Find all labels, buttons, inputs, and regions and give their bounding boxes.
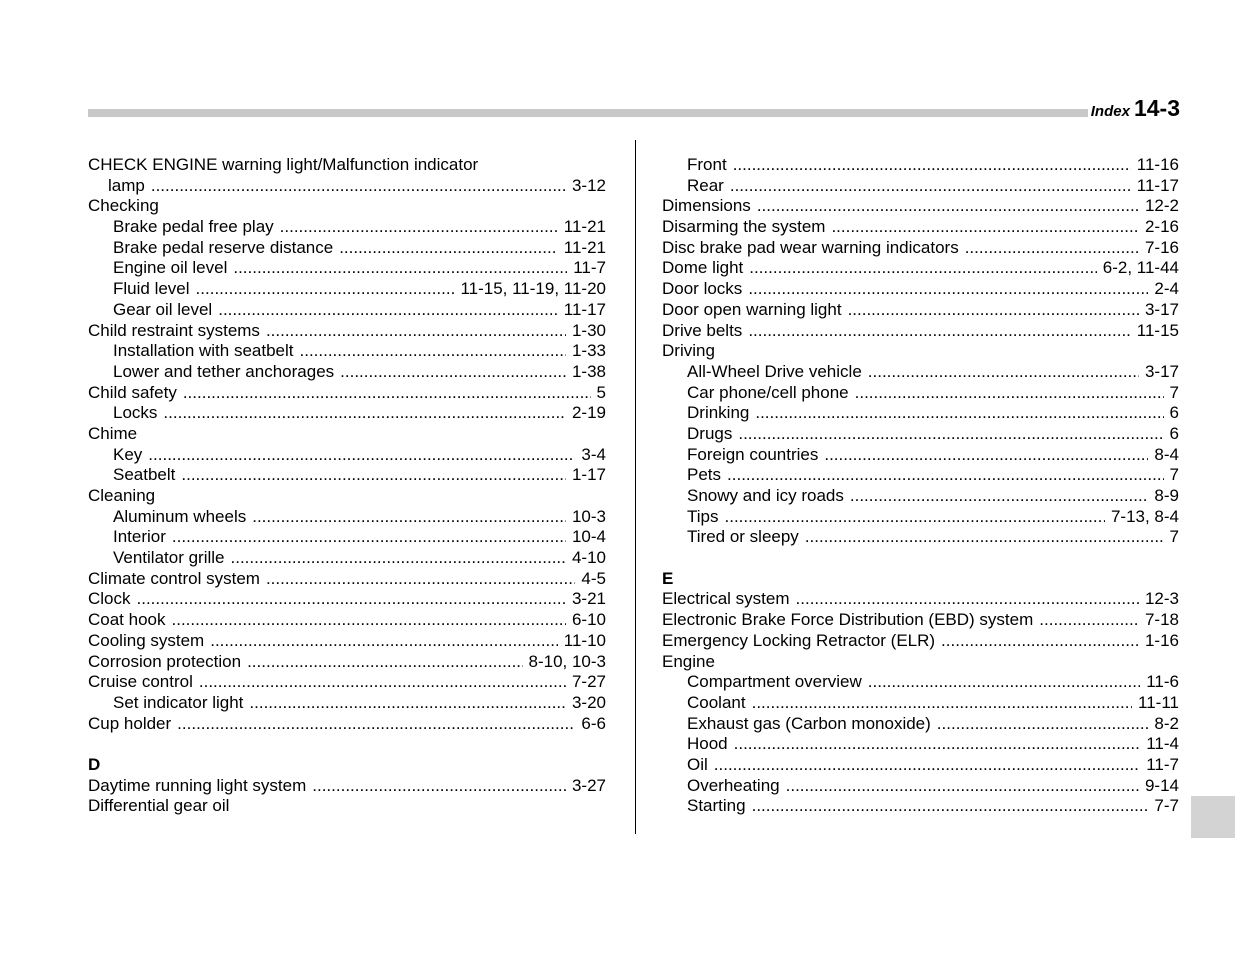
entry-page-ref: 11-7: [573, 258, 606, 278]
entry-page-ref: 11-15: [1136, 320, 1179, 340]
entry-label: Fluid level: [113, 279, 190, 299]
entry-label: Emergency Locking Retractor (ELR): [662, 630, 936, 650]
entry-label: Overheating: [687, 775, 780, 795]
entry-page-ref: 6-2, 11-44: [1102, 258, 1179, 278]
index-subentry: [88, 258, 606, 279]
index-entry: [88, 383, 606, 404]
entry-page-ref: 12-2: [1144, 196, 1179, 216]
index-subentry: [88, 362, 606, 383]
index-entry: [88, 176, 606, 197]
entry-page-ref: 3-21: [571, 589, 606, 609]
entry-label: Oil: [687, 754, 708, 774]
dot-leader: [280, 217, 558, 238]
dot-leader: [266, 321, 566, 342]
dot-leader: [199, 672, 566, 693]
header-rule: [88, 109, 1088, 117]
dot-leader: [1039, 610, 1139, 631]
entry-label: Car phone/cell phone: [687, 382, 849, 402]
index-entry: [662, 217, 1179, 238]
index-subentry: [88, 403, 606, 424]
entry-label: Tired or sleepy: [687, 527, 799, 547]
column-divider: [635, 140, 636, 834]
entry-label: Cooling system: [88, 630, 205, 650]
entry-label: Installation with seatbelt: [113, 341, 294, 361]
index-entry: [88, 796, 606, 817]
section-letter: D: [88, 754, 101, 774]
entry-page-ref: 11-6: [1146, 672, 1179, 692]
dot-leader: [196, 279, 455, 300]
index-entry: [88, 714, 606, 735]
entry-page-ref: 3-12: [571, 175, 606, 195]
index-entry: [88, 321, 606, 342]
entry-label: Dome light: [662, 258, 744, 278]
entry-label: Pets: [687, 465, 722, 485]
index-entry: [662, 341, 1179, 362]
dot-leader: [752, 796, 1149, 817]
index-subentry: [662, 693, 1179, 714]
dot-leader: [937, 714, 1149, 735]
entry-label: Front: [687, 155, 727, 174]
index-subentry: [662, 672, 1179, 693]
dot-leader: [151, 176, 566, 197]
dot-leader: [231, 548, 566, 569]
entry-label: Compartment overview: [687, 672, 862, 692]
entry-page-ref: 8-9: [1154, 486, 1179, 505]
entry-page-ref: 7: [1169, 465, 1179, 485]
index-entry: [662, 321, 1179, 342]
index-subentry: [88, 279, 606, 300]
index-subentry: [88, 238, 606, 259]
entry-label: Disc brake pad wear warning indicators: [662, 237, 959, 257]
dot-leader: [824, 445, 1148, 466]
index-subentry: [662, 465, 1179, 486]
entry-label: Cup holder: [88, 713, 172, 733]
index-subentry: [662, 755, 1179, 776]
index-subentry: [88, 507, 606, 528]
dot-leader: [172, 527, 566, 548]
entry-page-ref: 6-6: [581, 713, 606, 733]
dot-leader: [805, 527, 1164, 548]
entry-label: Drive belts: [662, 320, 743, 340]
index-entry: [88, 569, 606, 590]
entry-page-ref: 3-17: [1144, 299, 1179, 319]
entry-label: Rear: [687, 175, 724, 195]
entry-label: Child safety: [88, 382, 177, 402]
entry-label: Dimensions: [662, 196, 751, 216]
index-entry: [662, 238, 1179, 259]
index-entry: [88, 776, 606, 797]
dot-leader: [300, 341, 566, 362]
index-subentry: [662, 424, 1179, 445]
index-entry: [662, 279, 1179, 300]
dot-leader: [855, 383, 1164, 404]
entry-label: Cleaning: [88, 486, 156, 505]
index-subentry: [662, 403, 1179, 424]
dot-leader: [733, 155, 1131, 176]
entry-label: Drugs: [687, 423, 733, 443]
index-subentry: [88, 445, 606, 466]
index-entry: [662, 258, 1179, 279]
entry-label: Starting: [687, 796, 746, 816]
entry-label: Gear oil level: [113, 299, 213, 319]
index-entry: [88, 155, 606, 176]
entry-page-ref: 1-30: [571, 320, 606, 340]
entry-page-ref: 2-19: [571, 403, 606, 423]
entry-page-ref: 11-17: [1136, 175, 1179, 195]
section-letter: E: [662, 568, 674, 588]
dot-leader: [339, 238, 558, 259]
entry-page-ref: 8-4: [1154, 444, 1179, 464]
index-subentry: [662, 362, 1179, 383]
dot-leader: [730, 176, 1131, 197]
index-subentry: [662, 445, 1179, 466]
index-entry: [88, 652, 606, 673]
dot-leader: [210, 631, 558, 652]
entry-page-ref: 11-21: [563, 217, 606, 237]
entry-page-ref: 3-4: [581, 444, 606, 464]
entry-page-ref: 7-16: [1144, 237, 1179, 257]
entry-label: Foreign countries: [687, 444, 819, 464]
entry-label: Electronic Brake Force Distribution (EBD) system: [662, 610, 1034, 630]
entry-page-ref: 1-38: [571, 361, 606, 381]
dot-leader: [868, 672, 1140, 693]
chapter-tab: [1191, 796, 1235, 838]
entry-page-ref: 7-18: [1144, 610, 1179, 630]
entry-page-ref: 10-4: [571, 527, 606, 547]
index-entry: [662, 196, 1179, 217]
dot-leader: [786, 776, 1139, 797]
dot-leader: [831, 217, 1139, 238]
dot-leader: [218, 300, 558, 321]
dot-leader: [340, 362, 566, 383]
entry-label: All-Wheel Drive vehicle: [687, 361, 862, 381]
dot-leader: [249, 693, 566, 714]
entry-page-ref: 4-5: [581, 568, 606, 588]
dot-leader: [725, 507, 1105, 528]
dot-leader: [148, 445, 575, 466]
dot-leader: [734, 734, 1141, 755]
entry-page-ref: 11-17: [563, 299, 606, 319]
entry-label: Snowy and icy roads: [687, 486, 844, 505]
dot-leader: [757, 196, 1139, 217]
entry-page-ref: 5: [596, 382, 606, 402]
index-subentry: [662, 527, 1179, 548]
dot-leader: [172, 610, 566, 631]
index-column-right: [662, 155, 1179, 817]
entry-page-ref: 11-21: [563, 237, 606, 257]
entry-label: Seatbelt: [113, 465, 176, 485]
entry-page-ref: 8-2: [1154, 713, 1179, 733]
entry-label: Corrosion protection: [88, 651, 242, 671]
entry-label: Interior: [113, 527, 166, 547]
dot-leader: [965, 238, 1139, 259]
dot-leader: [247, 652, 522, 673]
entry-page-ref: 1-33: [571, 341, 606, 361]
section-spacer: [88, 734, 606, 755]
entry-label: Door locks: [662, 279, 743, 299]
index-entry: [88, 196, 606, 217]
entry-page-ref: 11-16: [1136, 155, 1179, 174]
index-subentry: [662, 714, 1179, 735]
index-entry: [662, 610, 1179, 631]
dot-leader: [727, 465, 1164, 486]
entry-page-ref: 11-11: [1138, 692, 1179, 712]
entry-page-ref: 7: [1169, 382, 1179, 402]
entry-label: Door open warning light: [662, 299, 842, 319]
entry-label: Clock: [88, 589, 131, 609]
entry-page-ref: 7-7: [1154, 796, 1179, 816]
dot-leader: [266, 569, 575, 590]
dot-leader: [755, 403, 1163, 424]
index-subentry: [88, 527, 606, 548]
dot-leader: [163, 403, 566, 424]
entry-page-ref: 7: [1169, 527, 1179, 547]
entry-label: Electrical system: [662, 589, 790, 609]
dot-leader: [714, 755, 1140, 776]
index-entry: [88, 589, 606, 610]
dot-leader: [749, 258, 1097, 279]
entry-label: Ventilator grille: [113, 548, 225, 568]
index-subentry: [662, 155, 1179, 176]
dot-leader: [233, 258, 567, 279]
entry-label: Tips: [687, 506, 719, 526]
index-subentry: [662, 383, 1179, 404]
entry-label: Brake pedal reserve distance: [113, 237, 334, 257]
entry-page-ref: 7-27: [571, 672, 606, 692]
index-subentry: [88, 341, 606, 362]
entry-page-ref: 3-17: [1144, 361, 1179, 381]
index-subentry: [88, 300, 606, 321]
entry-page-ref: 1-17: [571, 465, 606, 485]
dot-leader: [748, 279, 1148, 300]
entry-label: Set indicator light: [113, 692, 244, 712]
dot-leader: [941, 631, 1139, 652]
entry-page-ref: 1-16: [1144, 630, 1179, 650]
dot-leader: [252, 507, 566, 528]
entry-page-ref: 11-7: [1146, 754, 1179, 774]
entry-label: Engine: [662, 651, 715, 671]
entry-label: Brake pedal free play: [113, 217, 274, 237]
entry-page-ref: 11-10: [563, 630, 606, 650]
entry-label: Chime: [88, 423, 138, 443]
entry-label: Aluminum wheels: [113, 506, 247, 526]
index-entry: [88, 610, 606, 631]
dot-leader: [752, 693, 1132, 714]
index-subentry: [662, 486, 1179, 507]
entry-label: Key: [113, 444, 143, 464]
entry-page-ref: 11-4: [1146, 734, 1179, 754]
entry-label: Drinking: [687, 403, 750, 423]
index-subentry: [662, 776, 1179, 797]
index-entry: [662, 631, 1179, 652]
dot-leader: [748, 321, 1130, 342]
entry-label: Hood: [687, 734, 728, 754]
entry-label: Coolant: [687, 692, 746, 712]
entry-page-ref: 3-27: [571, 775, 606, 795]
entry-label: Locks: [113, 403, 158, 423]
dot-leader: [183, 383, 591, 404]
entry-page-ref: 7-13, 8-4: [1110, 506, 1179, 526]
page-header: [1091, 95, 1180, 122]
entry-page-ref: 2-16: [1144, 217, 1179, 237]
index-entry: [88, 424, 606, 445]
entry-label: Coat hook: [88, 610, 166, 630]
dot-leader: [312, 776, 566, 797]
entry-label: Child restraint systems: [88, 320, 260, 340]
entry-page-ref: 6: [1169, 423, 1179, 443]
entry-page-ref: 3-20: [571, 692, 606, 712]
entry-page-ref: 6-10: [571, 610, 606, 630]
index-subentry: [88, 465, 606, 486]
entry-page-ref: 2-4: [1154, 279, 1179, 299]
index-subentry: [88, 548, 606, 569]
index-entry: [88, 672, 606, 693]
entry-page-ref: 12-3: [1144, 589, 1179, 609]
entry-page-ref: 8-10, 10-3: [528, 651, 606, 671]
dot-leader: [848, 300, 1139, 321]
index-subentry: [88, 217, 606, 238]
index-entry: [662, 652, 1179, 673]
dot-leader: [868, 362, 1139, 383]
entry-label: Differential gear oil: [88, 796, 230, 816]
section-spacer: [662, 548, 1179, 569]
entry-label: lamp: [108, 175, 145, 195]
dot-leader: [137, 589, 566, 610]
entry-page-ref: 11-15, 11-19, 11-20: [460, 279, 606, 299]
dot-leader: [177, 714, 575, 735]
entry-label: Daytime running light system: [88, 775, 307, 795]
entry-label: Engine oil level: [113, 258, 228, 278]
entry-page-ref: 4-10: [571, 548, 606, 568]
entry-label: Driving: [662, 341, 715, 361]
index-entry: [88, 486, 606, 507]
dot-leader: [738, 424, 1163, 445]
index-entry: [662, 300, 1179, 321]
index-column-left: [88, 155, 606, 817]
dot-leader: [796, 589, 1139, 610]
entry-label: Disarming the system: [662, 217, 826, 237]
header-word: Index: [1090, 103, 1130, 120]
entry-page-ref: 6: [1169, 403, 1179, 423]
index-subentry: [662, 507, 1179, 528]
entry-label: Checking: [88, 196, 159, 216]
page-number: 14-3: [1133, 95, 1180, 121]
index-subentry: [662, 796, 1179, 817]
entry-page-ref: 10-3: [571, 506, 606, 526]
index-subentry: [662, 176, 1179, 197]
index-subentry: [662, 734, 1179, 755]
entry-label: Lower and tether anchorages: [113, 361, 335, 381]
entry-label: Climate control system: [88, 568, 260, 588]
dot-leader: [181, 465, 566, 486]
entry-label: Cruise control: [88, 672, 193, 692]
index-entry: [662, 589, 1179, 610]
index-entry: [88, 631, 606, 652]
index-subentry: [88, 693, 606, 714]
entry-page-ref: 9-14: [1144, 775, 1179, 795]
dot-leader: [850, 486, 1149, 507]
entry-label: Exhaust gas (Carbon monoxide): [687, 713, 931, 733]
entry-label: CHECK ENGINE warning light/Malfunction indicator: [88, 155, 479, 174]
